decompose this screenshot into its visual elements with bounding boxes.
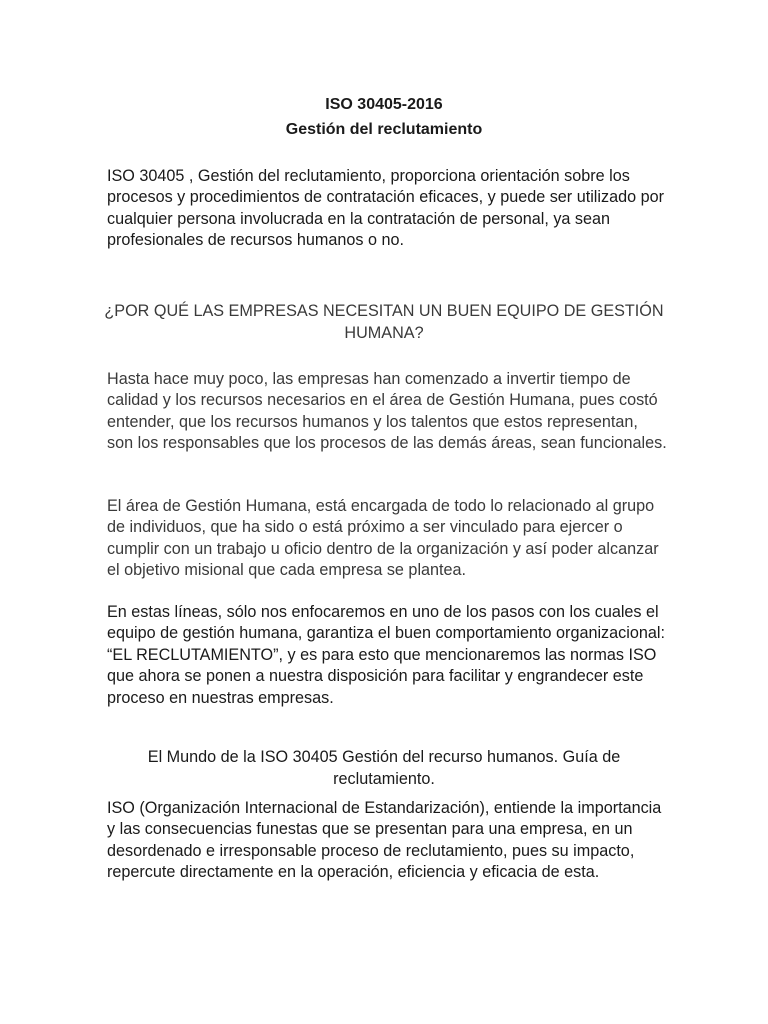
intro-paragraph: ISO 30405 , Gestión del reclutamiento, proporciona orientación sobre los procesos y procedimientos de contratación eficaces, y puede ser utilizado por cualquier persona involucrada en la contratación de personal, ya sean profesionales de recursos humanos o no. (107, 167, 664, 250)
section-heading-mundo-iso: El Mundo de la ISO 30405 Gestión del recurso humanos. Guía de reclutamiento. (147, 748, 621, 788)
document-title: ISO 30405-2016 (325, 96, 443, 113)
body-paragraph-gestion-humana: El área de Gestión Humana, está encargada de todo lo relacionado al grupo de individuos, que ha sido o está próximo a ser vinculado para ejercer o cumplir con un trabajo u oficio dentro de la organización y así poder alcanzar el objetivo misional que cada empresa se plantea. (107, 497, 659, 580)
body-paragraph-reclutamiento: En estas líneas, sólo nos enfocaremos en uno de los pasos con los cuales el equipo de gestión humana, garantiza el buen comportamiento organizacional: “EL RECLUTAMIENTO”, y es para esto que mencionaremos las normas ISO que ahora se ponen a nuestra disposición para facilitar y engrandecer este proceso en nuestras empresas. (107, 603, 665, 707)
section-heading-question: ¿POR QUÉ LAS EMPRESAS NECESITAN UN BUEN EQUIPO DE GESTIÓN HUMANA? (104, 302, 664, 342)
body-paragraph-iso: ISO (Organización Internacional de Estandarización), entiende la importancia y las consecuencias funestas que se presentan para una empresa, en un desordenado e irresponsable proceso de reclutamiento, pues su impacto, repercute directamente en la operación, eficiencia y eficacia de esta. (107, 799, 662, 882)
document-subtitle: Gestión del reclutamiento (285, 121, 483, 138)
body-paragraph-investment: Hasta hace muy poco, las empresas han comenzado a invertir tiempo de calidad y los recursos necesarios en el área de Gestión Humana, pues costó entender, que los recursos humanos y los talentos que estos representan, son los responsables que los procesos de las demás áreas, sean funcionales. (107, 370, 667, 453)
